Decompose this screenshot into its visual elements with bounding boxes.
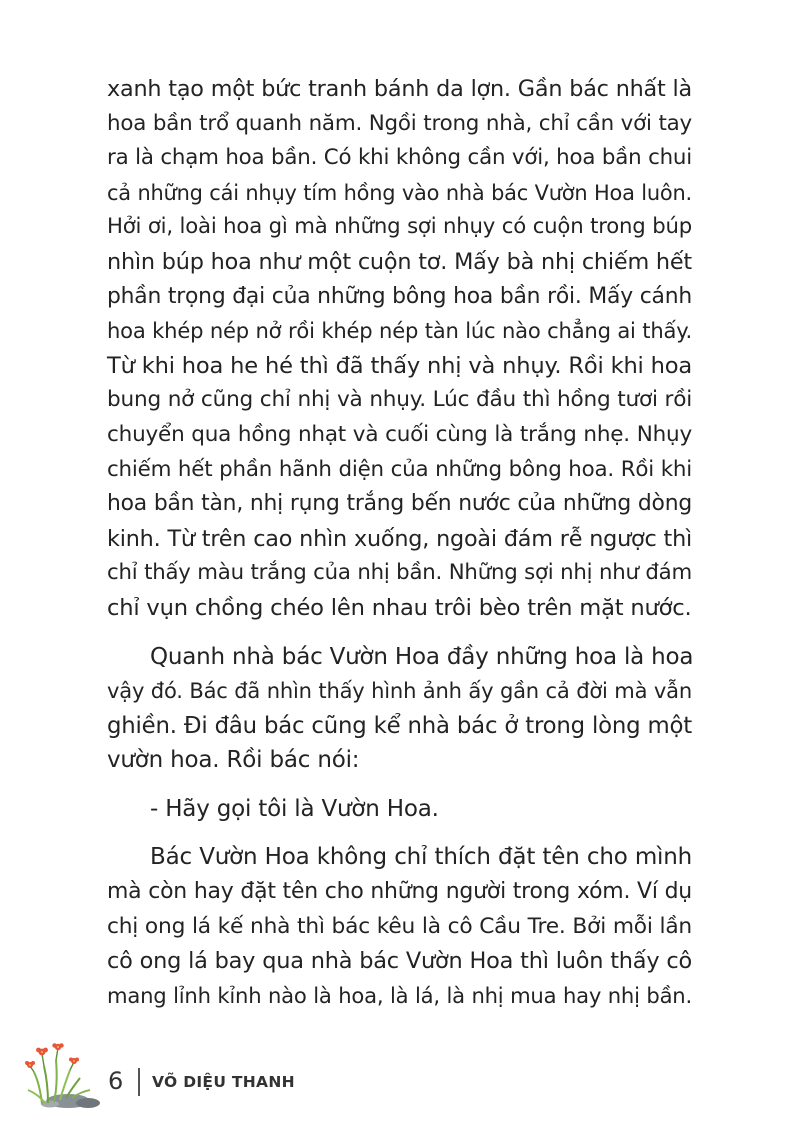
text-line: vậy đó. Bác đã nhìn thấy hình ảnh ấy gần cả đời mà vẫn — [107, 678, 692, 704]
text-line: vườn hoa. Rồi bác nói: — [107, 747, 360, 774]
paragraph — [107, 72, 692, 626]
text-line: - Hãy gọi tôi là Vườn Hoa. — [150, 795, 439, 822]
text-line: chiếm hết phần hãnh diện của những bông hoa. Rồi khi — [107, 456, 692, 482]
text-line: cả những cái nhụy tím hồng vào nhà bác Vườn Hoa luôn. — [107, 180, 692, 205]
text-line: bung nở cũng chỉ nhị và nhụy. Lúc đầu thì hồng tươi rồi — [107, 387, 692, 413]
page-number: 6 — [108, 1067, 124, 1095]
text-line: mà còn hay đặt tên cho những người trong xóm. Ví dụ — [107, 879, 692, 905]
text-line: chỉ vụn chồng chéo lên nhau trôi bèo trên mặt nước. — [107, 594, 692, 621]
text-line: kinh. Từ trên cao nhìn xuống, ngoài đám rễ ngược thì — [107, 525, 692, 552]
text-line: hoa khép nép nở rồi khép nép tàn lúc nào chẳng ai thấy. — [107, 318, 692, 344]
text-line: hoa bần trổ quanh năm. Ngồi trong nhà, chỉ cần với tay — [107, 110, 692, 136]
text-line: xanh tạo một bức tranh bánh da lợn. Gần bác nhất là — [107, 76, 692, 102]
author-name: VÕ DIỆU THANH — [152, 1073, 295, 1091]
page-footer — [20, 1040, 420, 1110]
text-line: cô ong lá bay qua nhà bác Vườn Hoa thì luôn thấy cô — [107, 948, 692, 975]
text-line: phần trọng đại của những bông hoa bần rồi. Mấy cánh — [107, 283, 692, 309]
text-line: Quanh nhà bác Vườn Hoa đầy những hoa là hoa — [150, 643, 694, 670]
paragraph — [107, 640, 692, 778]
text-line: Từ khi hoa he hé thì đã thấy nhị và nhụy. Rồi khi hoa — [107, 352, 692, 379]
dialogue-line — [107, 792, 692, 827]
text-line: chị ong lá kế nhà thì bác kêu là cô Cầu Tre. Bởi mỗi lần — [107, 913, 692, 939]
text-line: Hởi ơi, loài hoa gì mà những sợi nhụy có cuộn trong búp — [107, 214, 692, 240]
text-line: nhìn búp hoa như một cuộn tơ. Mấy bà nhị chiếm hết — [107, 248, 692, 275]
body-text — [107, 72, 692, 1013]
paragraph — [107, 840, 692, 1013]
text-line: chỉ thấy màu trắng của nhị bần. Những sợi nhị như đám — [107, 560, 692, 586]
text-line: Bác Vườn Hoa không chỉ thích đặt tên cho mình — [150, 844, 692, 871]
text-line: chuyển qua hồng nhạt và cuối cùng là trắng nhẹ. Nhụy — [107, 421, 692, 447]
footer-divider — [138, 1068, 140, 1096]
text-line: ghiền. Đi đâu bác cũng kể nhà bác ở trong lòng một — [107, 712, 692, 739]
text-line: mang lỉnh kỉnh nào là hoa, là lá, là nhị mua hay nhị bần. — [107, 982, 692, 1008]
text-line: ra là chạm hoa bần. Có khi không cần với, hoa bần chui — [107, 145, 692, 171]
flower-grass-stone-icon — [20, 1040, 110, 1110]
text-line: hoa bần tàn, nhị rụng trắng bến nước của những dòng — [107, 491, 692, 517]
